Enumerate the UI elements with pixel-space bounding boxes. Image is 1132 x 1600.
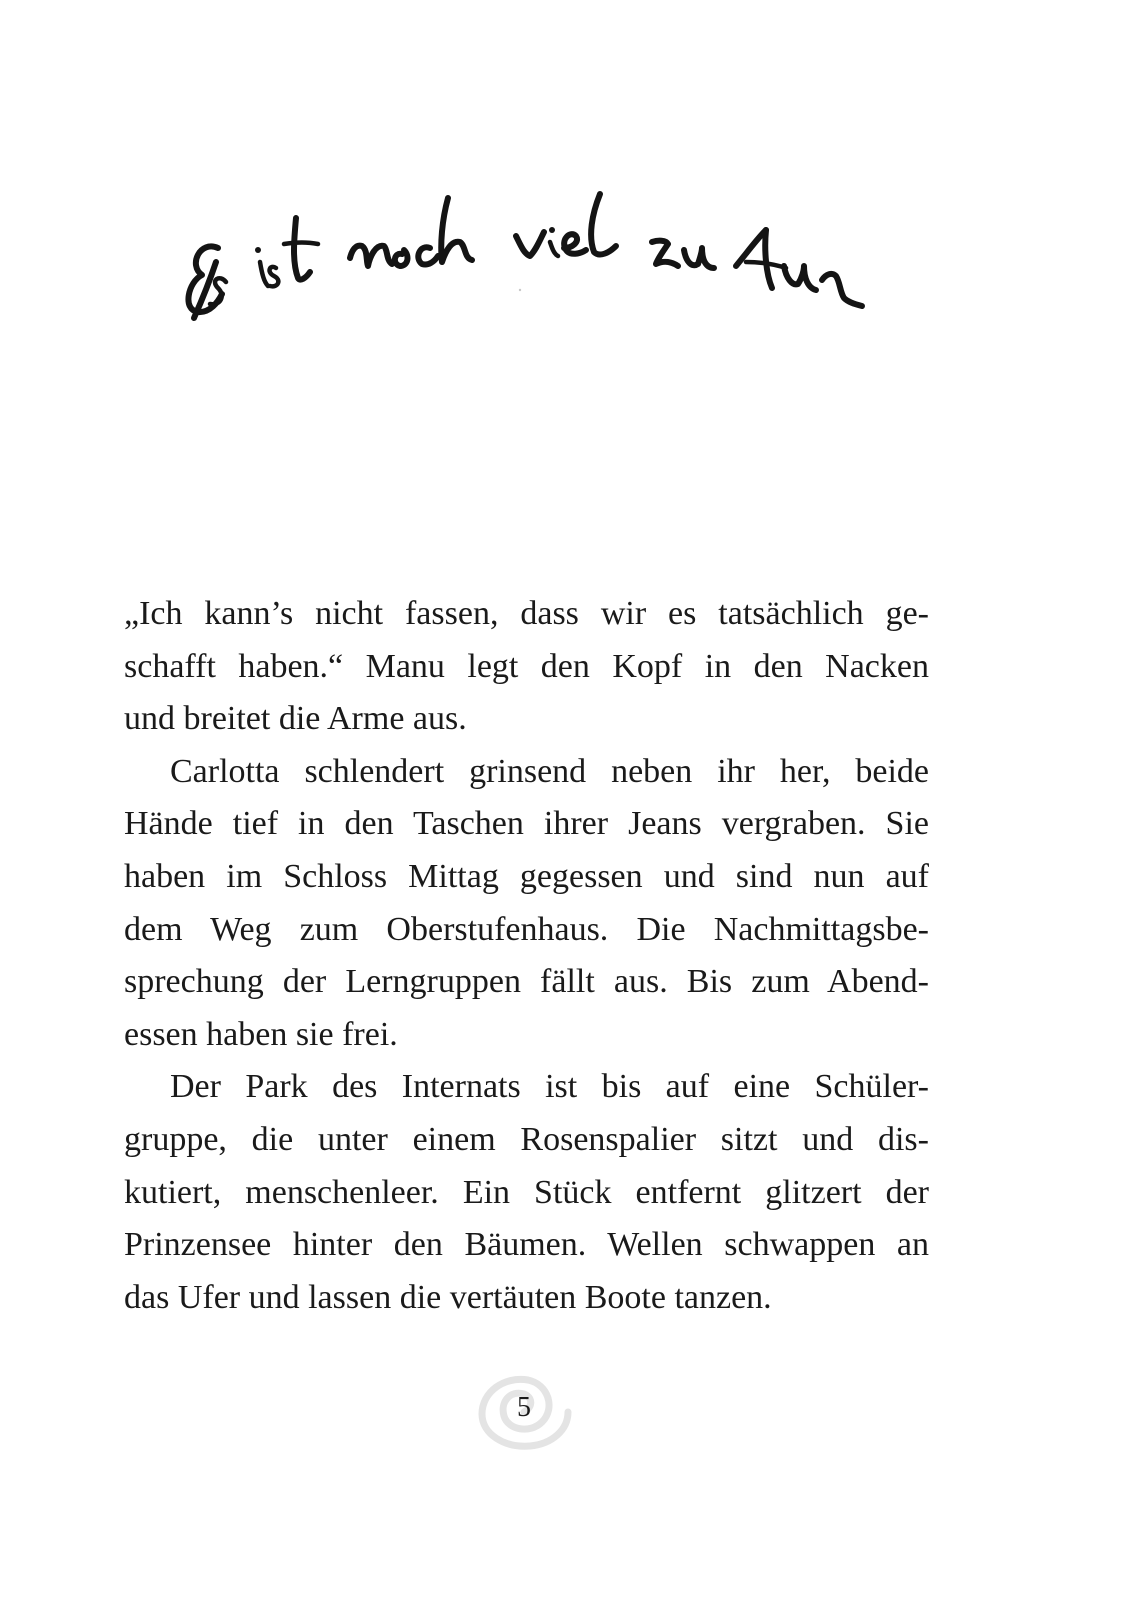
text-line: Carlotta schlendert grinsend neben ihr her, beide [170, 752, 929, 790]
page-number: 5 [517, 1392, 531, 1423]
text-line: „Ich kann’s nicht fassen, dass wir es tatsächlich ge- [124, 595, 929, 632]
text-line: und breitet die Arme aus. [124, 700, 467, 738]
text-line: Prinzensee hinter den Bäumen. Wellen schwappen an [124, 1226, 929, 1264]
paragraph [124, 1061, 929, 1324]
paragraph [124, 588, 929, 746]
text-line: sprechung der Lerngruppen fällt aus. Bis zum Abend- [124, 963, 929, 1001]
text-line: essen haben sie frei. [124, 1015, 398, 1053]
paragraph [124, 746, 929, 1062]
text-line: Der Park des Internats ist bis auf eine Schüler- [170, 1068, 929, 1106]
page-number-ornament [472, 1370, 576, 1454]
text-line: dem Weg zum Oberstufenhaus. Die Nachmittagsbe- [124, 910, 929, 948]
handwritten-title-lettering [180, 170, 880, 350]
text-line: das Ufer und lassen die vertäuten Boote tanzen. [124, 1278, 772, 1316]
text-line: haben im Schloss Mittag gegessen und sind nun auf [124, 857, 929, 895]
chapter-title [180, 170, 880, 350]
text-line: schafft haben.“ Manu legt den Kopf in den Nacken [124, 647, 929, 685]
text-line: gruppe, die unter einem Rosenspalier sitzt und dis- [124, 1120, 929, 1158]
text-line: kutiert, menschenleer. Ein Stück entfernt glitzert der [124, 1173, 929, 1211]
body-text [124, 588, 929, 1324]
text-line: Hände tief in den Taschen ihrer Jeans vergraben. Sie [124, 805, 929, 843]
